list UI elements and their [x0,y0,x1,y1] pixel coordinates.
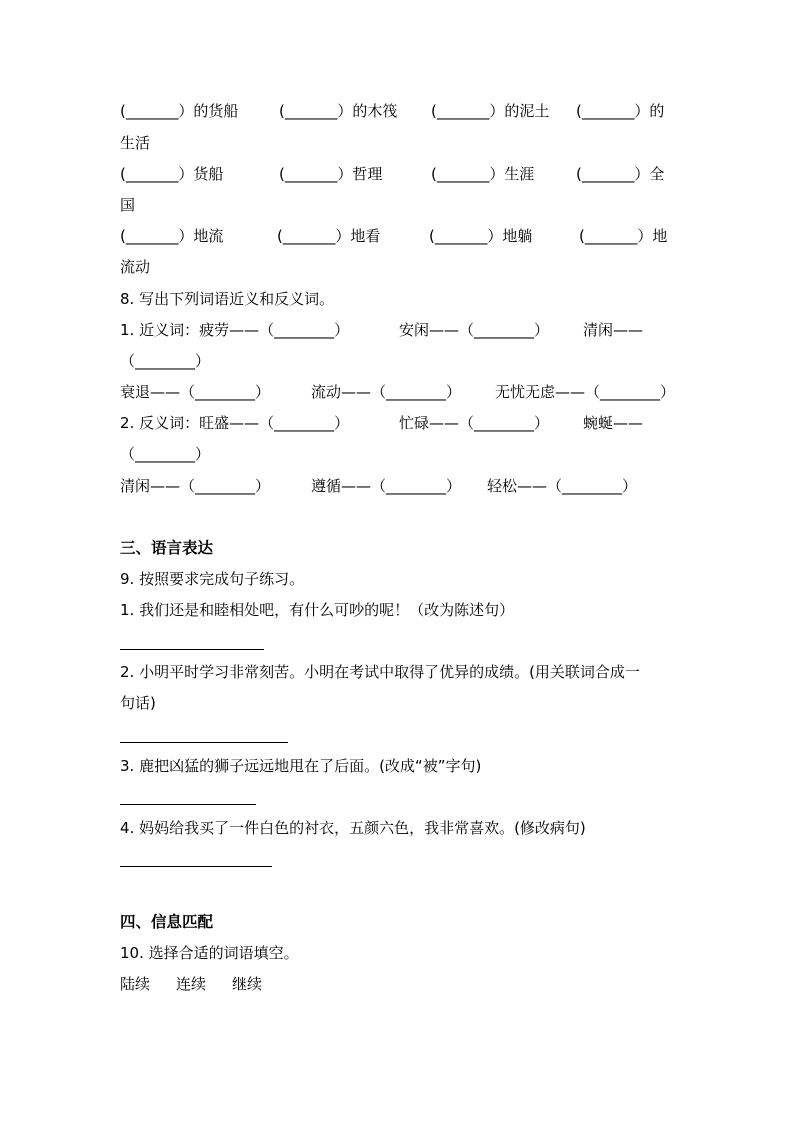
q8-title: 8. 写出下列词语近义和反义词。 [120,290,335,308]
synonym-item: 衰退——（________） [120,383,271,401]
fill-item: (_______）的货船 [120,102,239,120]
fill-item: (_______）的泥土 [431,102,550,120]
antonym-item: 2. 反义词：旺盛——（________） [120,414,350,432]
word-choice: 陆续 [120,975,151,993]
fill-item: (_______）地流 [120,227,224,245]
antonym-item: 轻松——（________） [487,477,638,495]
answer-line [120,649,264,650]
q8-synonym-wrap: （________） [120,352,211,370]
q9-title: 9. 按照要求完成句子练习。 [120,570,305,588]
q9-item-3: 3. 鹿把凶猛的狮子远远地甩在了后面。(改成“被”字句) [120,757,482,775]
q9-item-2-wrap: 句话) [120,694,156,712]
fill-item: (_______）全 [576,165,665,183]
fill-item: (_______）地 [579,227,668,245]
fill-item: (_______）哲理 [279,165,383,183]
antonym-item: 忙碌——（________） [399,414,550,432]
fill-item: (_______）生涯 [431,165,535,183]
q8-antonym-wrap: （________） [120,445,211,463]
fill-item: (_______）的木筏 [279,102,398,120]
synonym-item: 安闲——（________） [399,321,550,339]
answer-line [120,866,272,867]
synonym-item: 1. 近义词：疲劳——（________） [120,321,350,339]
q9-item-4: 4. 妈妈给我买了一件白色的衬衣，五颜六色，我非常喜欢。(修改病句) [120,819,586,837]
q9-item-1: 1. 我们还是和睦相处吧，有什么可吵的呢！（改为陈述句） [120,601,515,619]
antonym-item: 蜿蜒—— [583,414,644,432]
fill-item: (_______）地躺 [429,227,533,245]
fill-item: (_______）货船 [120,165,224,183]
antonym-item: 清闲——（________） [120,477,271,495]
word-choice: 继续 [232,975,263,993]
fill-item: (_______）的 [576,102,665,120]
antonym-item: 遵循——（________） [311,477,462,495]
section-3-heading: 三、语言表达 [120,539,214,557]
q10-title: 10. 选择合适的词语填空。 [120,944,299,962]
synonym-item: 流动——（________） [311,383,462,401]
synonym-item: 清闲—— [583,321,644,339]
fill-row-3-wrap: 流动 [120,258,151,276]
fill-row-2-wrap: 国 [120,196,136,214]
section-4-heading: 四、信息匹配 [120,913,214,931]
answer-line [120,742,288,743]
synonym-item: 无忧无虑——（________） [495,383,676,401]
fill-row-1-wrap: 生活 [120,134,151,152]
q9-item-2: 2. 小明平时学习非常刻苦。小明在考试中取得了优异的成绩。(用关联词合成一 [120,663,640,681]
word-choice: 连续 [176,975,207,993]
fill-item: (_______）地看 [277,227,381,245]
answer-line [120,804,256,805]
